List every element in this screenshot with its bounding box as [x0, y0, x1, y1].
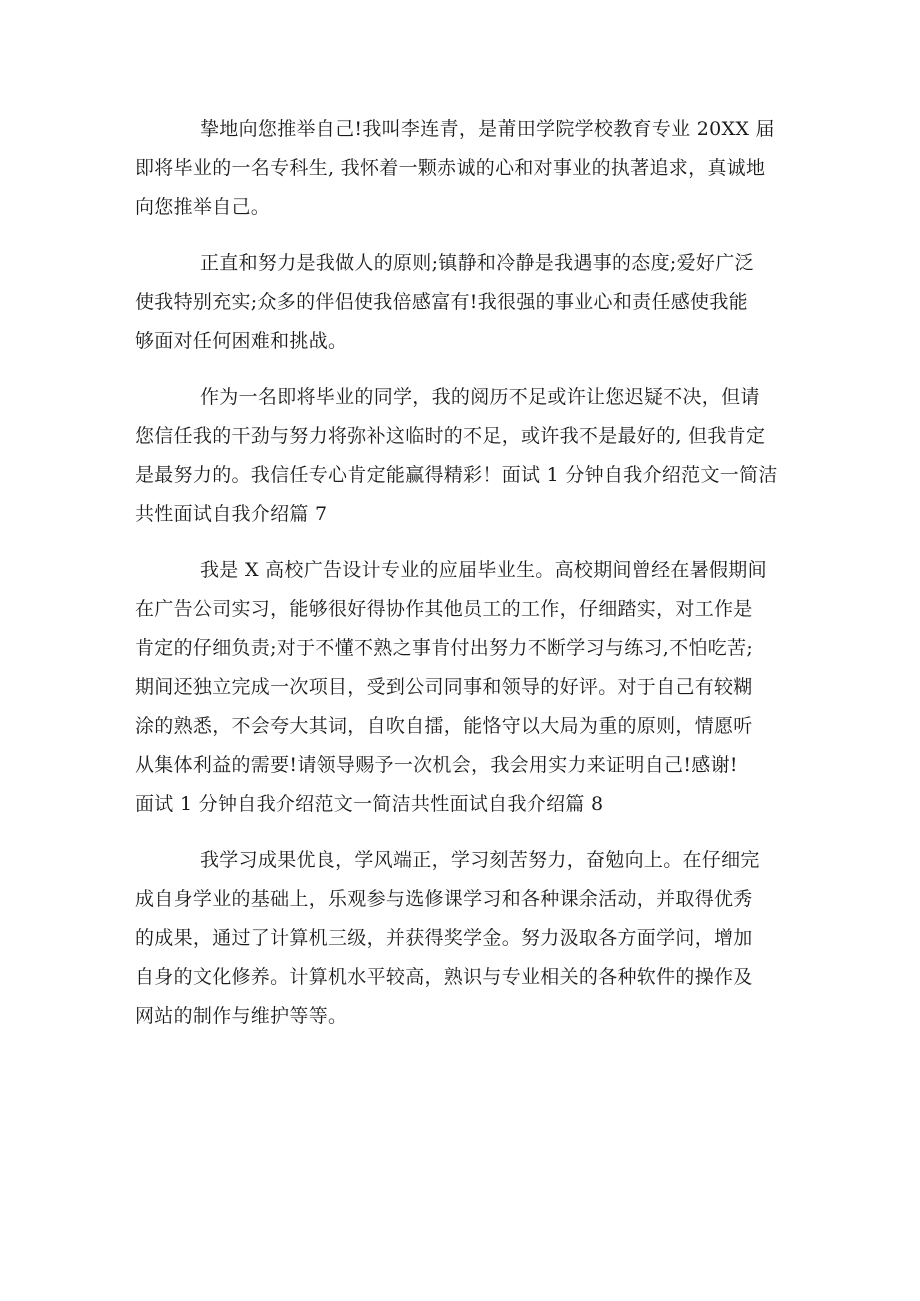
- text-line: 涂的熟悉，不会夸大其词，自吹自擂，能恪守以大局为重的原则，情愿听: [135, 715, 753, 737]
- text-line: 向您推举自己。: [135, 196, 271, 218]
- text-line: 够面对任何困难和挑战。: [135, 330, 348, 352]
- text-line: 的成果，通过了计算机三级，并获得奖学金。努力汲取各方面学问，增加: [135, 927, 753, 949]
- text-line: 我是 X 高校广告设计专业的应届毕业生。高校期间曾经在暑假期间: [200, 559, 767, 581]
- text-line: 自身的文化修养。计算机水平较高，熟识与专业相关的各种软件的操作及: [135, 966, 753, 988]
- paragraph-self-recommendation: [135, 110, 790, 227]
- text-line: 是最努力的。我信任专心肯定能赢得精彩！面试 1 分钟自我介绍范文一简洁: [135, 464, 778, 486]
- paragraph-principles: [135, 244, 790, 361]
- text-line: 挚地向您推举自己!我叫李连青，是莆田学院学校教育专业 20XX 届: [200, 118, 775, 140]
- text-line: 正直和努力是我做人的原则;镇静和冷静是我遇事的态度;爱好广泛: [200, 252, 754, 274]
- text-line: 肯定的仔细负责;对于不懂不熟之事肯付出努力不断学习与练习,不怕吃苦;: [135, 637, 754, 659]
- text-line: 成自身学业的基础上，乐观参与选修课学习和各种课余活动，并取得优秀: [135, 888, 753, 910]
- paragraph-graduate-effort: [135, 378, 790, 534]
- text-line: 从集体利益的需要!请领导赐予一次机会，我会用实力来证明自己!感谢!: [135, 754, 738, 776]
- text-line: 作为一名即将毕业的同学，我的阅历不足或许让您迟疑不决，但请: [200, 386, 760, 408]
- text-line: 您信任我的干劲与努力将弥补这临时的不足，或许我不是最好的, 但我肯定: [135, 425, 766, 447]
- text-line: 共性面试自我介绍篇 7: [135, 503, 328, 525]
- paragraph-advertising-design: [135, 551, 790, 824]
- paragraph-academic-performance: [135, 841, 790, 1036]
- text-line: 即将毕业的一名专科生, 我怀着一颗赤诚的心和对事业的执著追求，真诚地: [135, 157, 766, 179]
- text-line: 期间还独立完成一次项目，受到公司同事和领导的好评。对于自己有较糊: [135, 676, 753, 698]
- text-line: 在广告公司实习，能够很好得协作其他员工的工作，仔细踏实，对工作是: [135, 598, 753, 620]
- document-body: [135, 110, 790, 1053]
- text-line: 面试 1 分钟自我介绍范文一简洁共性面试自我介绍篇 8: [135, 793, 604, 815]
- text-line: 我学习成果优良，学风端正，学习刻苦努力，奋勉向上。在仔细完: [200, 849, 760, 871]
- text-line: 使我特别充实;众多的伴侣使我倍感富有!我很强的事业心和责任感使我能: [135, 291, 748, 313]
- text-line: 网站的制作与维护等等。: [135, 1005, 348, 1027]
